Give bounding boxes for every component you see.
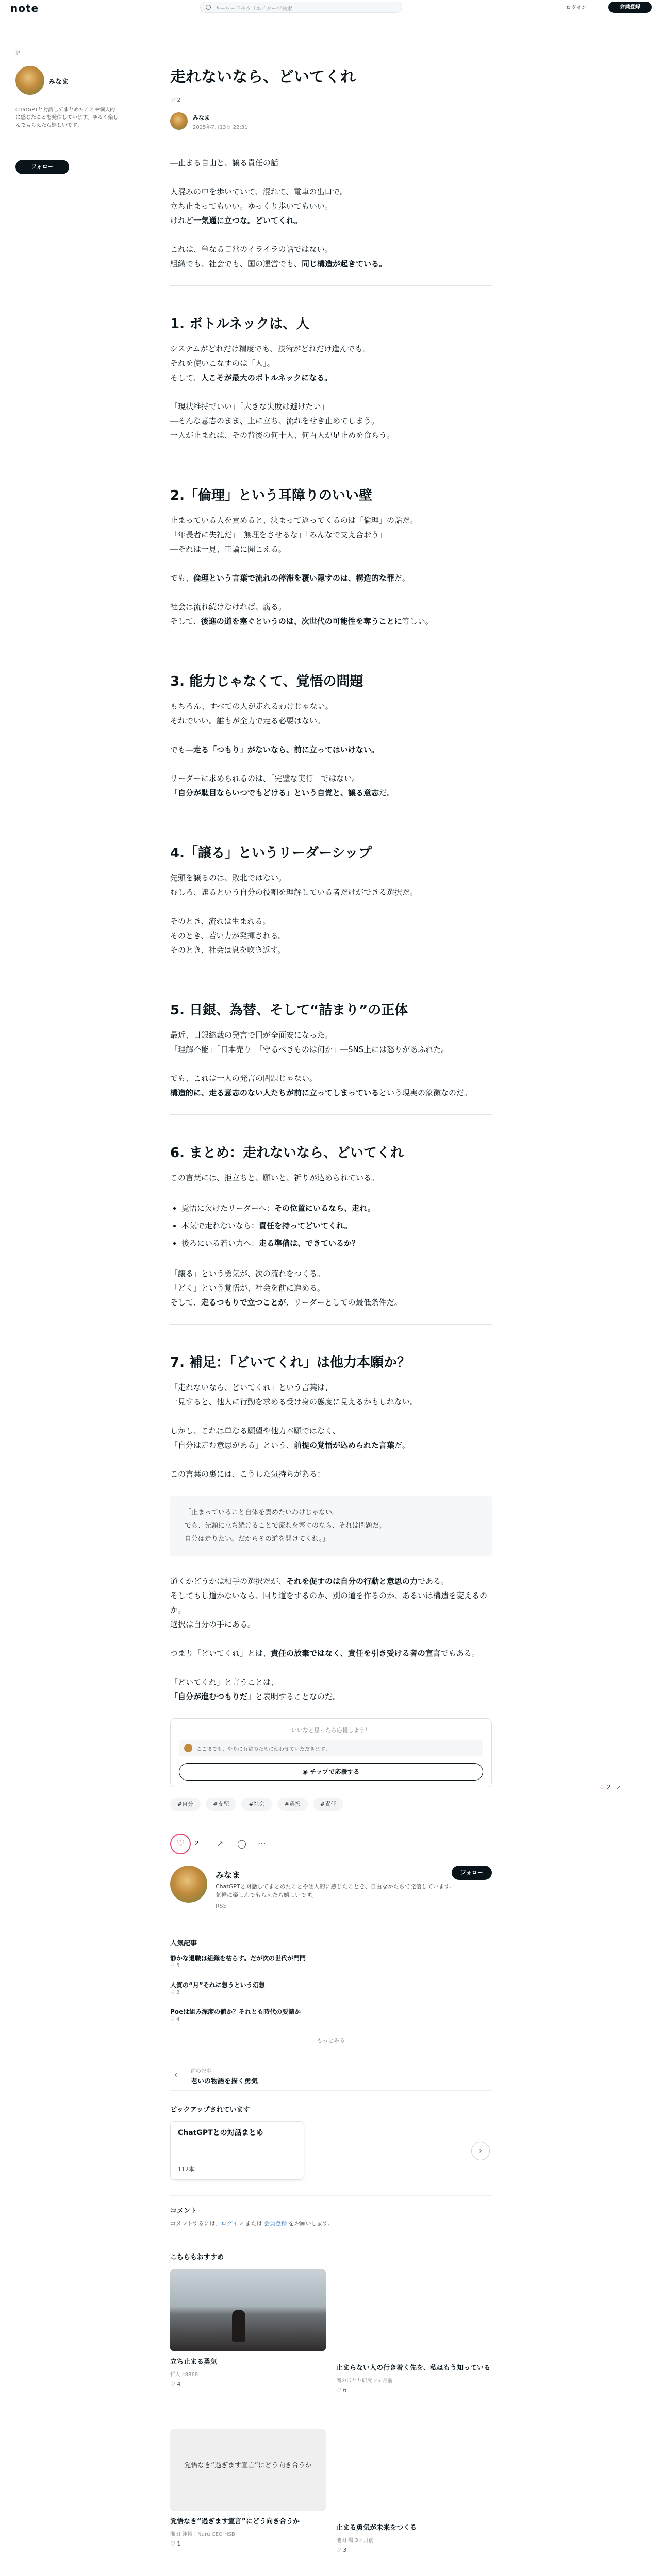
popular-list: [170, 1954, 492, 2034]
heart-icon: ♡: [336, 2547, 343, 2553]
comments-title: コメント: [170, 2195, 492, 2215]
section-heading: 4.「譲る」というリーダーシップ: [170, 845, 372, 861]
paragraph: 道くかどうかは相手の選択だが、それを促すのは自分の行動と意思の力である。 そしてもし道かないなら、回り道をするのか、別の道を作るのか、あるいは構造を変えるのか。 選択は自分の手にある。: [170, 1577, 488, 1629]
recommend-card[interactable]: 覚悟なき“過ぎます宣言”にどう向き合うか 覚悟なき“過ぎます宣言”にどう向き合うか 湘田 純輔｜Nuru CEO·HSB ♡ 1: [170, 2429, 326, 2547]
paragraph: 「走れないなら、どいてくれ」という言葉は、 一見すると、他人に行動を求める受け身の態度に見えるかもしれない。: [170, 1383, 418, 1406]
support-question: いいなと思ったら応援しよう！: [291, 1727, 371, 1734]
article-body: [170, 156, 492, 1704]
heart-icon: ♡: [170, 2381, 177, 2387]
paragraph: システムがどれだけ精度でも、技術がどれだけ進んでも。 それを使いこなすのは「人」。 そして、人こそが最大のボトルネックになる。: [170, 344, 371, 382]
paragraph: 「譲る」という勇気が、次の流れをつくる。 「どく」という覚悟が、社会を前に進める。 そして、走るつもりで立つことが、リーダーとしての最低条件だ。: [170, 1269, 402, 1307]
popular-item[interactable]: 静かな退職は組織を枯らす。だが次の世代が門門 ♡ 5: [170, 1955, 306, 1969]
paragraph: リーダーに求められるのは、「完璧な実行」ではない。 「自分が駄目ならいつでもどける」という自覚と、譲る意志だ。: [170, 774, 395, 798]
rss-icon[interactable]: RSS: [216, 1903, 227, 1909]
like-button[interactable]: ♡: [170, 1834, 191, 1854]
search-icon: [206, 5, 211, 10]
paragraph: もちろん、すべての人が走れるわけじゃない。 それでいい。誰もが全力で走る必要はない。: [170, 702, 333, 725]
article-actions: [170, 1834, 492, 1854]
magazine-title: ChatGPTとの対話まとめ: [178, 2129, 263, 2137]
mini-avatar: [184, 1744, 192, 1752]
hashtag[interactable]: #自分: [170, 1798, 201, 1811]
chevron-right-icon[interactable]: ›: [471, 2142, 490, 2160]
section-heading: 7. 補足：「どいてくれ」は他力本願か？: [170, 1355, 411, 1370]
author-name[interactable]: みなま: [193, 114, 210, 121]
search-input[interactable]: [200, 2, 402, 13]
recommend-card[interactable]: 止まる勇気が未来をつくる 池田 陽 3ヶ月前 ♡ 3: [336, 2524, 417, 2553]
author-card-description: ChatGPTと対話してまとめたことや個人的に感じたことを、自由なかたちで発信しています。気軽に楽しんでもらえたら嬉しいです。: [216, 1883, 455, 1899]
hashtag[interactable]: #支配: [206, 1798, 236, 1811]
support-box: [170, 1718, 492, 1787]
sidebar-avatar[interactable]: [15, 66, 44, 95]
author-card-name[interactable]: みなま: [216, 1870, 241, 1880]
intro-paragraph: これは、単なる日常のイライラの話ではない。 組織でも、社会でも、国の運営でも、同じ構造が起きている。: [170, 245, 387, 268]
magazine-count: 112本: [178, 2166, 194, 2173]
paragraph: この言葉には、拒立ちと、願いと、祈りが込められている。: [170, 1173, 379, 1182]
popular-item[interactable]: Poeは組み深度の値か？それとも時代の要請か ♡ 4: [170, 2008, 301, 2022]
list-item: • 本気で走れないなら：責任を持ってどいてくれ。: [181, 1217, 492, 1234]
search-placeholder: キーワードやクリエイターで検索: [215, 6, 292, 12]
recommend-title: こちらもおすすめ: [170, 2242, 492, 2261]
paragraph: 「どいてくれ」と言うことは、 「自分が進むつもりだ」と表明することなのだ。: [170, 1677, 341, 1701]
note-logo[interactable]: note: [10, 2, 39, 14]
paragraph: 止まっている人を責めると、決まって返ってくるのは「倫理」の話だ。 「年長者に失礼だ」「無理をさせるな」「みんなで支え合おう」 ―それは一見、正論に聞こえる。: [170, 516, 418, 554]
site-header: [0, 0, 662, 14]
article: [170, 67, 492, 2576]
pickup-section: [170, 2121, 492, 2188]
comments-signup-link[interactable]: 会員登録: [264, 2220, 287, 2227]
paragraph: そのとき、流れは生まれる。 そのとき、若い力が発揮される。 そのとき、社会は息を吹き返す。: [170, 917, 286, 955]
comments-login-link[interactable]: ログイン: [221, 2220, 244, 2227]
tip-button[interactable]: ◉ チップで応援する: [179, 1763, 483, 1781]
comments-login-prompt: コメントするには、ログイン または 会員登録 をお願いします。: [170, 2220, 334, 2227]
tip-icon: ◉: [302, 1768, 310, 1775]
more-link[interactable]: もっとみる: [317, 2037, 345, 2044]
recommend-grid: [170, 2269, 492, 2576]
blockquote: 「止まっていること自体を責めたいわけじゃない。 でも、先頭に立ち続けることで流れを塞ぐのなら、それは問題だ。 自分は走りたい。だからその道を開けてくれ。」: [170, 1496, 492, 1556]
sidebar-author-description: ChatGPTと対話してまとめたことや個人的に感じたことを発信しています。ゆるく楽しんでもらえたら嬉しいです。: [15, 107, 119, 128]
share-icon[interactable]: ↗: [616, 1784, 621, 1791]
comment-icon[interactable]: ◯: [237, 1839, 246, 1849]
heart-icon: ♡: [336, 2387, 343, 2394]
author-card-avatar[interactable]: [170, 1866, 207, 1903]
intro-paragraph: 人混みの中を歩いていて、混れて、電車の出口で。 立ち止まってもいい。ゆっくり歩いてもいい。 けれど一気通に立つな。どいてくれ。: [170, 187, 348, 225]
paragraph: でも、これは一人の発言の問題じゃない。 構造的に、走る意志のない人たちが前に立ってしまっているという現実の象徴なのだ。: [170, 1074, 472, 1097]
list-item: • 後ろにいる若い力へ：走る準備は、できているか？: [181, 1234, 492, 1252]
section-divider: [170, 1114, 492, 1115]
section-heading: 6. まとめ：走れないなら、どいてくれ: [170, 1145, 404, 1161]
previous-article[interactable]: [170, 2060, 492, 2091]
section-heading: 1. ボトルネックは、人: [170, 316, 310, 332]
share-icon[interactable]: ↗: [217, 1839, 224, 1849]
author-avatar[interactable]: [170, 112, 188, 130]
section-heading: 5. 日銀、為替、そして“詰まり”の正体: [170, 1003, 408, 1018]
paragraph: この言葉の裏には、こうした気持ちがある：: [170, 1469, 325, 1479]
section-divider: [170, 285, 492, 286]
paragraph: でも、倫理という言葉で流れの停滞を覆い隠すのは、構造的な罪だ。: [170, 573, 410, 583]
paragraph: つまり「どいてくれ」とは、責任の放棄ではなく、責任を引き受ける者の宣言でもある。: [170, 1649, 479, 1658]
recommend-thumbnail: [170, 2269, 326, 2351]
magazine-card[interactable]: [170, 2121, 304, 2180]
floating-like[interactable]: ♡ 2 ↗: [599, 1784, 621, 1791]
popular-title: 人気記事: [170, 1940, 197, 1947]
login-link[interactable]: ログイン: [566, 5, 587, 11]
article-like-count: ♡ 2: [170, 97, 181, 104]
heart-icon: ♡: [170, 97, 177, 104]
sidebar-tag: 記: [15, 51, 21, 56]
paragraph: 「現状維持でいい」「大きな失敗は避けたい」 ―そんな意志のまま、上に立ち、流れをせき止めてしまう。 一人が止まれば、その背後の何十人、何百人が足止めを食らう。: [170, 402, 395, 440]
heart-icon: ♡: [170, 2540, 177, 2547]
recommend-thumbnail: 覚悟なき“過ぎます宣言”にどう向き合うか: [170, 2429, 326, 2511]
author-card-follow-button[interactable]: フォロー: [452, 1866, 492, 1880]
paragraph: 最近、日銀総裁の発言で円が全面安になった。 「理解不能」「日本売り」「守るべきものは何か」―SNS上には怒りがあふれた。: [170, 1030, 449, 1054]
list-item: • 覚悟に欠けたリーダーへ：その位置にいるなら、走れ。: [181, 1199, 492, 1217]
sidebar-author-name[interactable]: みなま: [48, 78, 69, 86]
previous-title: 老いの物語を描く勇気: [191, 2078, 258, 2086]
hashtag-list: [170, 1798, 492, 1813]
support-message: ここまでも、やりに有益のために使わせていただきます。: [179, 1740, 483, 1756]
previous-label: 前の記事: [191, 2069, 211, 2074]
section-divider: [170, 1324, 492, 1325]
publish-date: 2025年7月13日 22:31: [193, 125, 248, 130]
sidebar-follow-button[interactable]: フォロー: [15, 160, 69, 174]
article-author: [170, 112, 492, 133]
like-count: 2: [195, 1840, 199, 1847]
section-heading: 3. 能力じゃなくて、覚悟の問題: [170, 674, 363, 689]
intro-paragraph: ―止まる自由と、譲る責任の話: [170, 158, 279, 167]
paragraph: でも―走る「つもり」がないなら、前に立ってはいけない。: [170, 745, 379, 754]
bullet-list: [181, 1199, 492, 1252]
paragraph: 社会は流れ続けなければ、腐る。 そして、後進の道を塞ぐというのは、次世代の可能性を奪うことに等しい。: [170, 602, 433, 626]
heart-icon: ♡: [599, 1784, 605, 1791]
recommend-card[interactable]: 立ち止まる勇気 哲人 c8868 ♡ 4: [170, 2269, 326, 2387]
hashtag[interactable]: #責任: [313, 1798, 343, 1811]
section-heading: 2.「倫理」という耳障りのいい壁: [170, 488, 372, 503]
paragraph: しかし、これは単なる願望や他力本願ではなく、 「自分は走む意思がある」という、前提の覚悟が込められた言葉だ。: [170, 1426, 410, 1450]
hashtag[interactable]: #社会: [241, 1798, 272, 1811]
more-options-icon[interactable]: ⋯: [258, 1839, 266, 1849]
chevron-left-icon: ‹: [174, 2070, 178, 2079]
recommend-card[interactable]: 止まらない人の行き着く先を、私はもう知っている 湖のほとり研究 2ヶ月前 ♡ 6: [336, 2364, 491, 2394]
paragraph: 先頭を譲るのは、敗北ではない。 むしろ、譲るという自分の役割を理解している者だけができる選択だ。: [170, 873, 418, 897]
author-card: [170, 1866, 492, 1922]
signup-button[interactable]: 会員登録: [608, 2, 652, 13]
hashtag[interactable]: #選択: [277, 1798, 308, 1811]
pickup-title: ピックアップされています: [170, 2106, 250, 2114]
popular-item[interactable]: 人質の“月”それに想うという幻想 ♡ 3: [170, 1981, 265, 1995]
article-title: 走れないなら、どいてくれ: [170, 68, 356, 86]
